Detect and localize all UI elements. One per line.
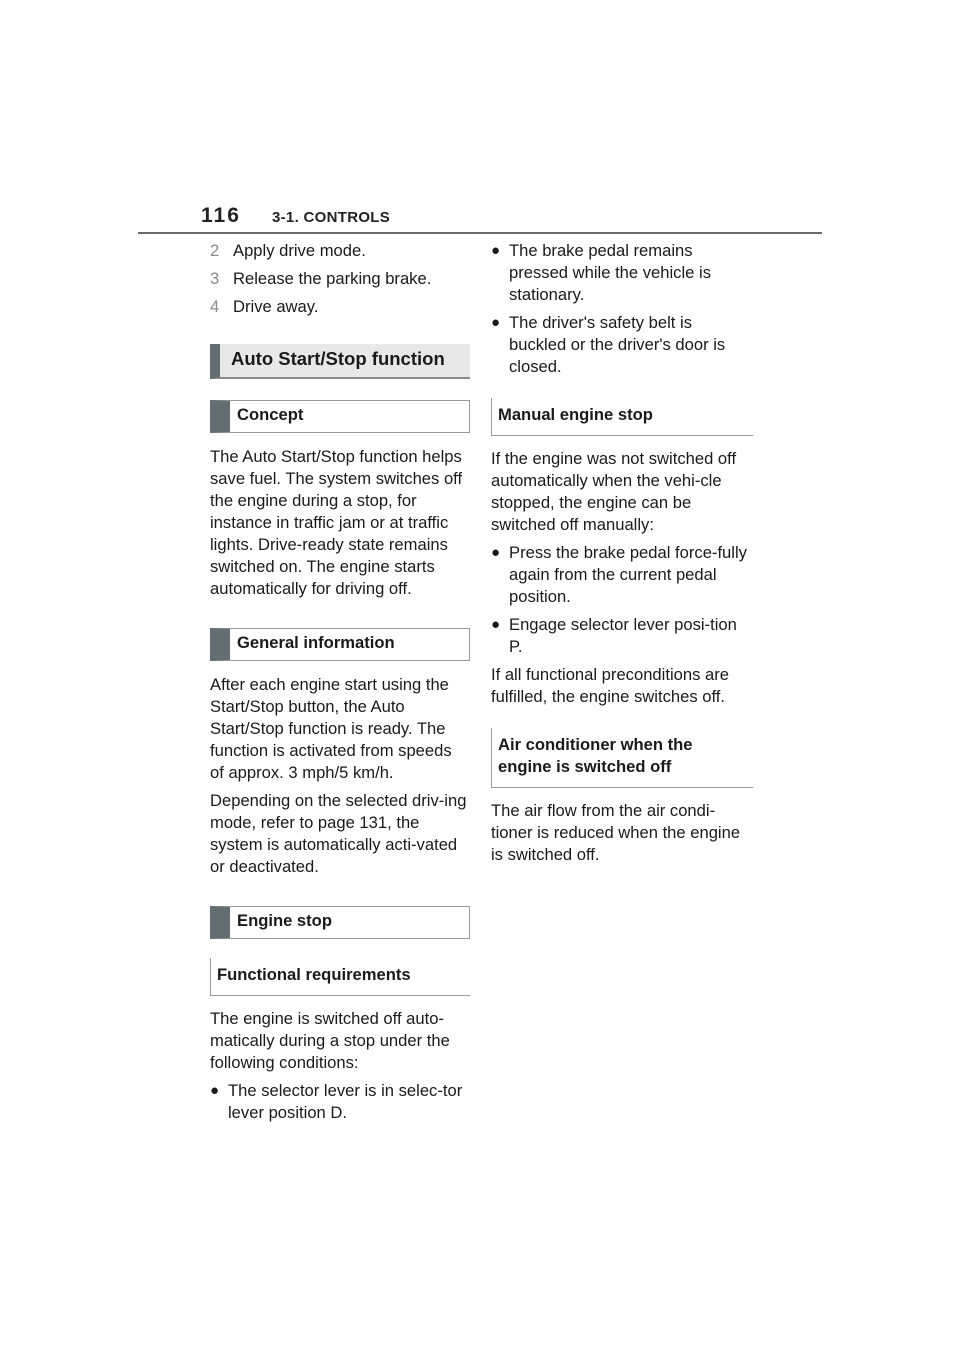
heading-air-conditioner: Air conditioner when the engine is switched off xyxy=(491,728,753,788)
heading-general-information: General information xyxy=(210,628,470,661)
step-3 xyxy=(210,268,470,290)
page-number: 116 xyxy=(201,204,241,227)
step-number: 4 xyxy=(210,297,220,316)
bullet-selector-p xyxy=(491,614,753,658)
bullet-brake-pedal xyxy=(491,240,753,306)
bullet-text: Engage selector lever posi-tion P. xyxy=(509,615,737,656)
bullet-icon: ● xyxy=(210,1082,220,1099)
header-divider xyxy=(138,232,822,234)
step-text: Drive away. xyxy=(233,297,319,316)
general-paragraph-1: After each engine start using the Start/Stop button, the Auto Start/Stop function is ready. The function is activated from speeds of approx. 3 mph/5 km/h. xyxy=(210,675,452,782)
heading-engine-stop: Engine stop xyxy=(210,906,470,939)
manual-paragraph: If the engine was not switched off automatically when the vehi-cle stopped, the engine can be switched off manually: xyxy=(491,449,737,534)
step-number: 3 xyxy=(210,269,220,288)
bullet-press-brake xyxy=(491,542,753,608)
heading-manual-engine-stop: Manual engine stop xyxy=(491,398,753,436)
bullet-icon: ● xyxy=(491,314,501,331)
bullet-text: The selector lever is in selec-tor lever position D. xyxy=(228,1081,463,1122)
step-4 xyxy=(210,296,470,318)
concept-paragraph: The Auto Start/Stop function helps save fuel. The system switches off the engine during a stop, for instance in traffic jam or at traffic lights. Drive-ready state remains switched on. The engine starts automatically for driving off. xyxy=(210,447,463,598)
manual-paragraph-2: If all functional preconditions are fulfilled, the engine switches off. xyxy=(491,665,729,706)
heading-auto-start-stop: Auto Start/Stop function xyxy=(210,344,470,379)
bullet-icon: ● xyxy=(491,242,501,259)
right-column xyxy=(491,240,753,872)
functional-paragraph: The engine is switched off auto-matically during a stop under the following conditions: xyxy=(210,1009,450,1072)
step-text: Release the parking brake. xyxy=(233,269,432,288)
bullet-text: Press the brake pedal force-fully again from the current pedal position. xyxy=(509,543,747,606)
bullet-icon: ● xyxy=(491,544,501,561)
bullet-text: The driver's safety belt is buckled or the driver's door is closed. xyxy=(509,313,726,376)
bullet-selector-lever xyxy=(210,1080,470,1124)
step-number: 2 xyxy=(210,241,220,260)
heading-functional-requirements: Functional requirements xyxy=(210,958,470,996)
general-paragraph-2: Depending on the selected driv-ing mode, refer to page 131, the system is automatically acti-vated or deactivated. xyxy=(210,791,467,876)
heading-concept: Concept xyxy=(210,400,470,433)
left-column xyxy=(210,240,470,1130)
air-paragraph: The air flow from the air condi-tioner is reduced when the engine is switched off. xyxy=(491,801,741,864)
step-text: Apply drive mode. xyxy=(233,241,366,260)
bullet-text: The brake pedal remains pressed while the vehicle is stationary. xyxy=(509,241,711,304)
bullet-icon: ● xyxy=(491,616,501,633)
bullet-safety-belt xyxy=(491,312,753,378)
step-2 xyxy=(210,240,470,262)
section-title: 3-1. CONTROLS xyxy=(272,209,391,226)
